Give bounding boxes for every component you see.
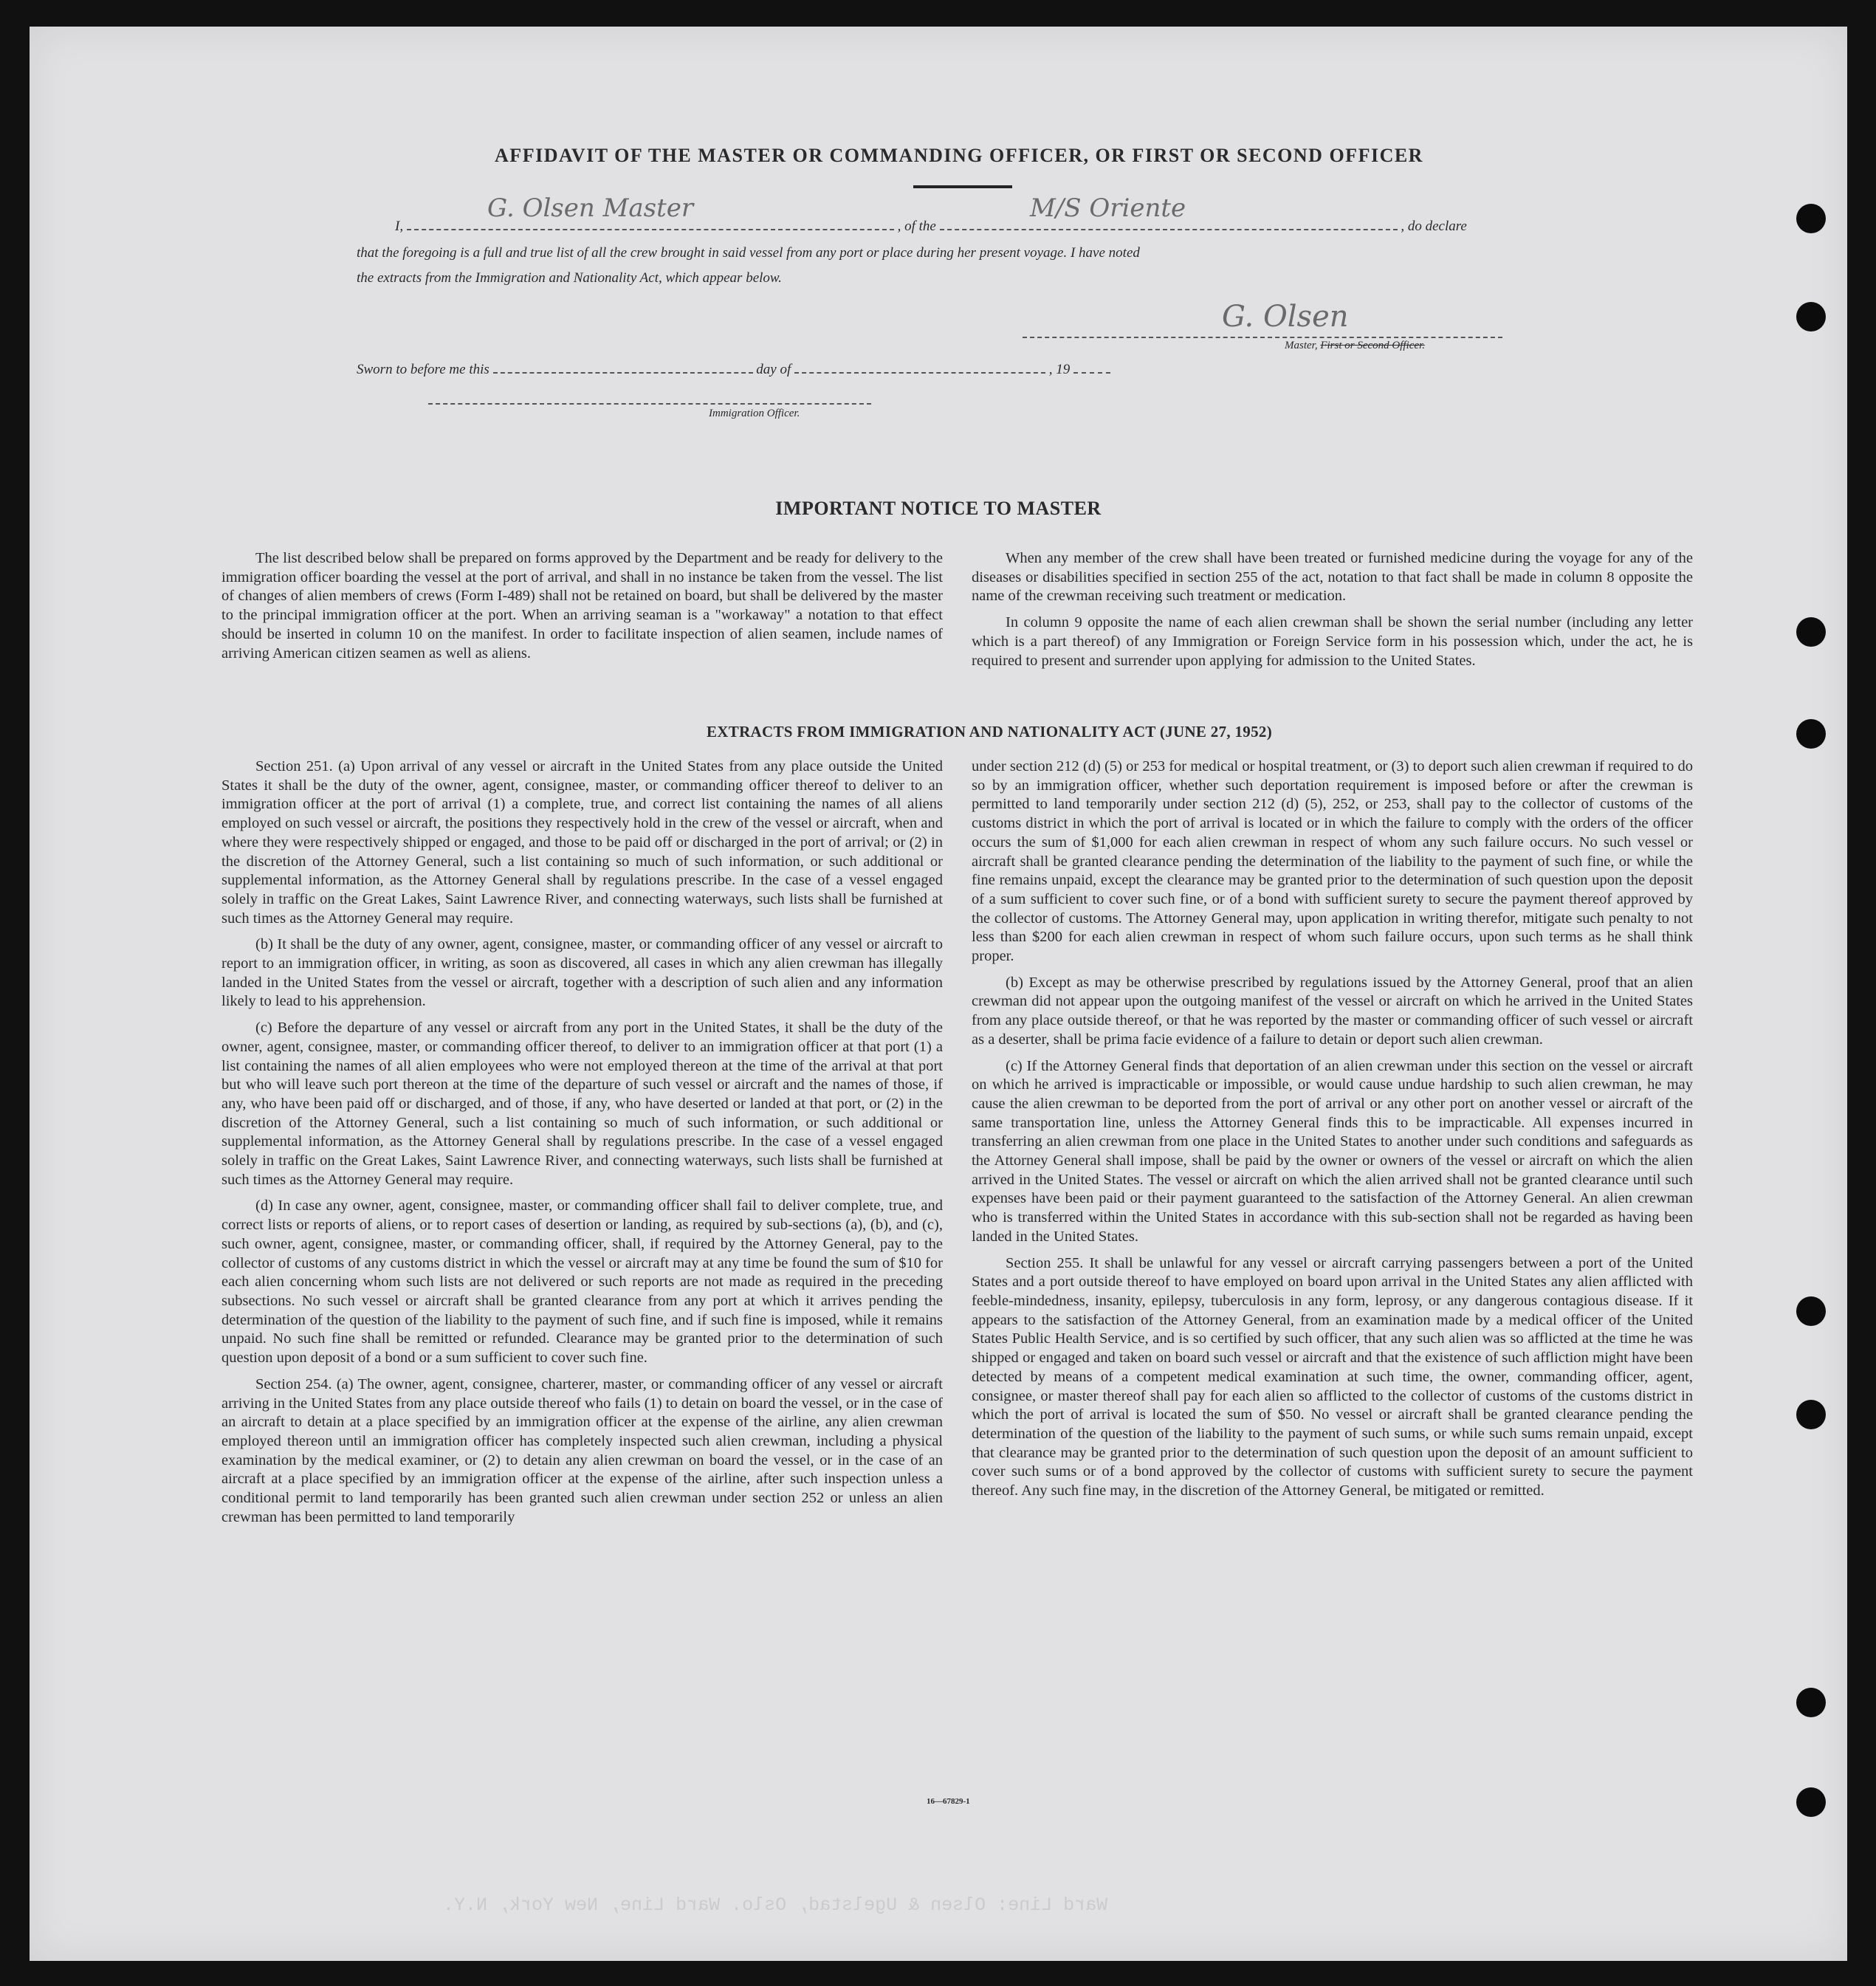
affidavit-title: AFFIDAVIT OF THE MASTER OR COMMANDING OFFICER, OR FIRST OR SECOND OFFICER — [495, 145, 1423, 166]
punch-hole — [1796, 302, 1826, 331]
section-254-a: Section 254. (a) The owner, agent, consignee, charterer, master, or commanding officer of any vessel or aircraft arriving in the United States from any place outside thereof who fails (1) to detain on board the vessel, or in the case of an aircraft to detain at a place specified by an immigration officer at the expense of the airline, any alien crewman employed thereon until an immigration officer has completely inspected such alien crewman, including a physical examination by the medical examiner, or (2) to detain any alien crewman on board the vessel, or in the case of an aircraft at a place specified by an immigration officer at the expense of the airline, after such inspection unless a conditional permit to land temporarily has been granted such alien crewman under section 252 or unless an alien crewman has been permitted to land temporarily — [221, 1375, 943, 1525]
sworn-prefix: Sworn to before me this — [357, 362, 489, 377]
section-251-a: Section 251. (a) Upon arrival of any vessel or aircraft in the United States from any place outside the United States it shall be the duty of the owner, agent, consignee, master, or commanding officer thereof to deliver to an immigration officer at the port of arrival (1) a complete, true, and correct list containing the names of all aliens employed on such vessel or aircraft, the positions they respectively hold in the crew of the vessel or aircraft, when and where they were respectively shipped or engaged, and those to be paid off or discharged in the port of arrival; or (2) in the discretion of the Attorney General, such a list containing so much of such information, or such additional or supplemental information, as the Attorney General shall by regulations prescribe. In the case of a vessel engaged solely in traffic on the Great Lakes, Saint Lawrence River, and connecting waterways, such lists shall be furnished at such times as the Attorney General may require. — [221, 758, 943, 927]
handwritten-vessel: M/S Oriente — [1030, 193, 1186, 223]
do-declare-label: , do declare — [1401, 219, 1467, 234]
punch-hole — [1796, 617, 1826, 647]
sworn-line — [357, 359, 1110, 378]
punch-hole — [1796, 719, 1826, 749]
handwritten-name: G. Olsen Master — [487, 193, 694, 223]
form-code: 16—67829-1 — [927, 1797, 970, 1806]
of-the-label: , of the — [897, 219, 936, 234]
signature-caption — [1285, 340, 1425, 352]
immigration-officer-line — [428, 403, 871, 405]
section-254-a-continued: under section 212 (d) (5) or 253 for medical or hospital treatment, or (3) to deport such alien crewman if required to do so by an immigration officer, whether such deportation requirement is imposed before or after the crewman is permitted to land temporarily under section 212 (d) (5), 252, or 253, shall pay to the collector of customs of the customs district in which the port of arrival is located or in which the failure to comply with the orders of the officer occurs the sum of $1,000 for each alien crewman in respect of whom any such failure occurs. No such vessel or aircraft shall be granted clearance pending the determination of the liability to the payment of such fine, or while the fine remains unpaid, except the clearance may be granted prior to the determination of such question upon the deposit of a sum sufficient to cover such fine, or of a bond with sufficient surety to secure the payment thereof approved by the collector of customs. The Attorney General may, upon application in writing therefor, mitigate such penalty to not less than $200 for each alien crewman in respect of whom such failure occurs, upon such terms as he shall think proper. — [972, 758, 1693, 965]
title-underline — [913, 185, 1012, 188]
notice-right-column — [972, 549, 1693, 678]
extracts-right-column — [972, 757, 1693, 1508]
immigration-officer-caption: Immigration Officer. — [709, 408, 800, 419]
i-label: I, — [395, 219, 404, 234]
bleed-through-text: Ward Line: Olsen & Ugelstad, Oslo. Ward Line, New York, N.Y. — [443, 1894, 1108, 1916]
document-page — [30, 27, 1847, 1961]
caption-struck-officer: First or Second Officer. — [1320, 340, 1425, 351]
master-signature: G. Olsen — [1222, 300, 1349, 334]
section-254-b: (b) Except as may be otherwise prescribed by regulations issued by the Attorney General, proof that an alien crewman did not appear upon the outgoing manifest of the vessel or aircraft on which he arrived in the United States from any place outside thereof, or that he was reported by the master or commanding officer of such vessel or aircraft as a deserter, shall be prima facie evidence of a failure to detain or deport such alien crewman. — [972, 974, 1693, 1048]
sworn-month-blank — [794, 359, 1045, 374]
sworn-day-blank — [493, 359, 753, 374]
notice-right-paragraph-2: In column 9 opposite the name of each alien crewman shall be shown the serial number (including any letter which is a part thereof) of any Immigration or Foreign Service form in his possession which, under the act, he is required to present and surrender upon applying for admission to the United States. — [972, 614, 1693, 669]
signature-line — [1023, 337, 1502, 338]
extracts-left-column — [221, 757, 943, 1534]
punch-hole — [1796, 1688, 1826, 1717]
notice-left-column — [221, 549, 943, 670]
declaration-body-1: that the foregoing is a full and true list of all the crew brought in said vessel from any port or place during her present voyage. I have noted — [357, 245, 1140, 261]
punch-hole — [1796, 1296, 1826, 1326]
sworn-year: , 19 — [1048, 362, 1071, 377]
sworn-day-of: day of — [756, 362, 791, 377]
section-255: Section 255. It shall be unlawful for any vessel or aircraft carrying passengers between a port of the United States and a port outside thereof to have employed on board upon arrival in the United States any alien afflicted with feeble-mindedness, insanity, epilepsy, tuberculosis in any form, leprosy, or any dangerous contagious disease. If it appears to the satisfaction of the Attorney General, from an examination made by a medical officer of the United States Public Health Service, and is so certified by such officer, that any such alien was so afflicted at the time he was shipped or engaged and taken on board such vessel or aircraft and that the existence of such affliction might have been detected by means of a competent medical examination at such time, the owner, commanding officer, agent, consignee, or master thereof shall pay for each alien so afflicted to the collector of customs of the customs district in which the port of arrival is located the sum of $50. No vessel or aircraft shall be granted clearance pending the determination of the question of the liability to the payment of such sums, or while such sums remain unpaid, except that clearance may be granted prior to the determination of such question upon the deposit of an amount sufficient to cover such sums or of a bond approved by the collector of customs with sufficient surety to secure the payment thereof. Any such fine may, in the discretion of the Attorney General, be mitigated or remitted. — [972, 1254, 1693, 1499]
notice-left-paragraph: The list described below shall be prepared on forms approved by the Department and be ready for delivery to the immigration officer boarding the vessel at the port of arrival, and shall in no instance be taken from the vessel. The list of changes of alien members of crews (Form I-489) shall not be retained on board, but shall be delivered by the master to the principal immigration officer at the port. When an arriving seaman is a "workaway" a notation to that effect should be inserted in column 10 on the manifest. In order to facilitate inspection of alien seamen, include names of arriving American citizen seamen as well as aliens. — [221, 550, 943, 662]
section-251-c: (c) Before the departure of any vessel or aircraft from any port in the United States, it shall be the duty of the owner, agent, consignee, master, or commanding officer thereof, to deliver to an immigration officer at that port (1) a list containing the names of all alien employees who were not employed thereon at the time of the arrival at that port but who will leave such port thereon at the time of the departure of such vessel or aircraft and the names of those, if any, who have been paid off or discharged, and of those, if any, who have deserted or landed at that port, or (2) in the discretion of the Attorney General, such a list containing so much of such information, or such additional or supplemental information, as the Attorney General shall by regulations prescribe. In the case of a vessel engaged solely in traffic on the Great Lakes, Saint Lawrence River, and connecting waterways, such lists shall be furnished at such times as the Attorney General may require. — [221, 1020, 943, 1188]
punch-hole — [1796, 204, 1826, 233]
notice-heading: IMPORTANT NOTICE TO MASTER — [775, 498, 1102, 519]
sworn-year-blank — [1073, 359, 1110, 374]
punch-hole — [1796, 1400, 1826, 1429]
punch-hole — [1796, 1787, 1826, 1817]
section-254-c: (c) If the Attorney General finds that deportation of an alien crewman under this section on the vessel or aircraft on which he arrived is impracticable or impossible, or would cause undue hardship to such alien crewman, he may cause the alien crewman to be deported from the port of arrival or any other port on another vessel or aircraft of the same transportation line, unless the Attorney General finds this to be impracticable. All expenses incurred in transferring an alien crewman from one place in the United States to another under such conditions and safeguards as the Attorney General shall impose, shall be paid by the owner or owners of the vessel or aircraft on which the alien arrived in the United States. The vessel or aircraft on which the alien arrived shall not be granted clearance until such expenses have been paid or their payment guaranteed to the satisfaction of the Attorney General. An alien crewman who is transferred within the United States in accordance with this sub-section shall not be regarded as having been landed in the United States. — [972, 1057, 1693, 1245]
caption-master: Master, — [1285, 340, 1318, 351]
section-251-b: (b) It shall be the duty of any owner, agent, consignee, master, or commanding officer of any vessel or aircraft to report to an immigration officer, in writing, as soon as discovered, all cases in which any alien crewman has illegally landed in the United States from the vessel or aircraft, together with a description of such alien and any information likely to lead to his apprehension. — [221, 936, 943, 1010]
notice-right-paragraph-1: When any member of the crew shall have been treated or furnished medicine during the voyage for any of the diseases or disabilities specified in section 255 of the act, notation to that fact shall be made in column 8 opposite the name of the crewman receiving such treatment or medication. — [972, 550, 1693, 605]
declaration-body-2: the extracts from the Immigration and Nationality Act, which appear below. — [357, 270, 782, 286]
extracts-heading: EXTRACTS FROM IMMIGRATION AND NATIONALITY ACT (JUNE 27, 1952) — [707, 723, 1272, 741]
section-251-d: (d) In case any owner, agent, consignee, master, or commanding officer shall fail to deliver complete, true, and correct lists or reports of aliens, or to report cases of desertion or landing, as required by sub-sections (a), (b), and (c), such owner, agent, consignee, master, or commanding officer, shall, if required by the Attorney General, pay to the collector of customs of any customs district in which the vessel or aircraft may at any time be found the sum of $10 for each alien concerning whom such lists are not delivered or such reports are not made as required in the preceding subsections. No such vessel or aircraft shall be granted clearance from any port at which it arrives pending the determination of the question of the liability to the payment of such fine, and if such fine is imposed, while it remains unpaid. No such fine shall be remitted or refunded. Clearance may be granted prior to the determination of such question upon deposit of a bond or a sum sufficient to cover such fine. — [221, 1198, 943, 1367]
